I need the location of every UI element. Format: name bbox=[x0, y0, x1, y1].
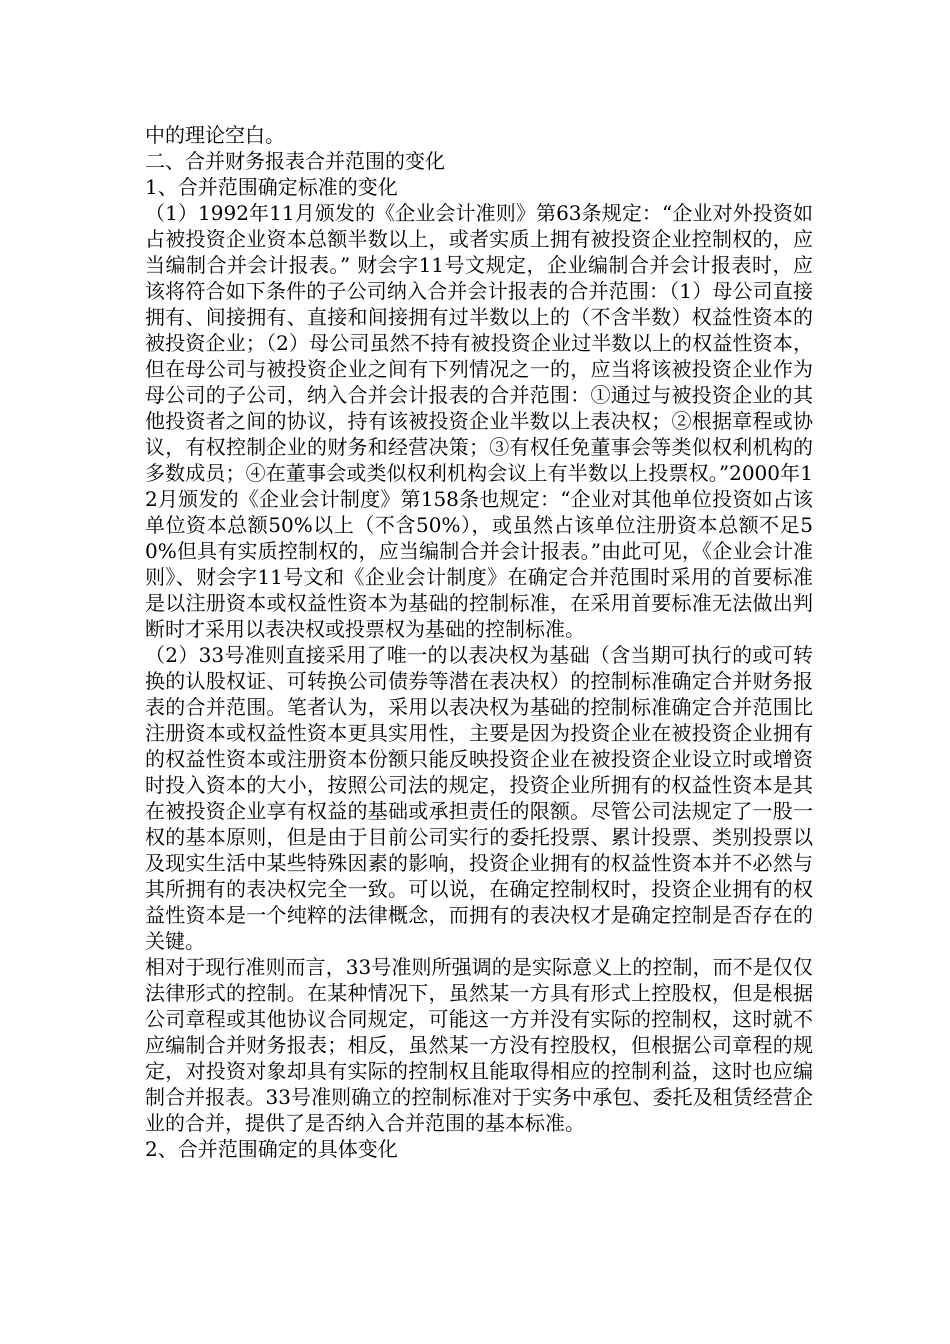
paragraph: （1）1992年11月颁发的《企业会计准则》第63条规定：“企业对外投资如占被投资企业资本总额半数以上，或者实质上拥有被投资企业控制权的，应当编制合并会计报表。” 财会字11号文规定，企业编制合并会计报表时，应该将符合如下条件的子公司纳入合并会计报表的合并范围：（1）母公司直接拥有、间接拥有、直接和间接拥有过半数以上的（不含半数）权益性资本的被投资企业；（2）母公司虽然不持有被投资企业过半数以上的权益性资本，但在母公司与被投资企业之间有下列情况之一的，应当将该被投资企业作为母公司的子公司，纳入合并会计报表的合并范围：①通过与被投资企业的其他投资者之间的协议，持有该被投资企业半数以上表决权；②根据章程或协议，有权控制企业的财务和经营决策；③有权任免董事会等类似权利机构的多数成员；④在董事会或类似权利机构会议上有半数以上投票权。”2000年12月颁发的《企业会计制度》第158条也规定：“企业对其他单位投资如占该单位资本总额50%以上（不含50%），或虽然占该单位注册资本总额不足50%但具有实质控制权的，应当编制合并会计报表。”由此可见，《企业会计准则》、财会字11号文和《企业会计制度》在确定合并范围时采用的首要标准是以注册资本或权益性资本为基础的控制标准，在采用首要标准无法做出判断时才采用以表决权或投票权为基础的控制标准。 bbox=[145, 201, 813, 641]
document-body bbox=[145, 122, 813, 1162]
section-heading: 二、合并财务报表合并范围的变化 bbox=[145, 149, 445, 173]
paragraph-continuation: 中的理论空白。 bbox=[145, 123, 285, 147]
paragraph: （2）33号准则直接采用了唯一的以表决权为基础（含当期可执行的或可转换的认股权证、可转换公司债券等潜在表决权）的控制标准确定合并财务报表的合并范围。笔者认为，采用以表决权为基础的控制标准确定合并范围比注册资本或权益性资本更具实用性，主要是因为投资企业在被投资企业拥有的权益性资本或注册资本份额只能反映投资企业在被投资企业设立时或增资时投入资本的大小，按照公司法的规定，投资企业所拥有的权益性资本是其在被投资企业享有权益的基础或承担责任的限额。尽管公司法规定了一股一权的基本原则，但是由于目前公司实行的委托投票、累计投票、类别投票以及现实生活中某些特殊因素的影响，投资企业拥有的权益性资本并不必然与其所拥有的表决权完全一致。可以说，在确定控制权时，投资企业拥有的权益性资本是一个纯粹的法律概念，而拥有的表决权才是确定控制是否存在的关键。 bbox=[145, 643, 813, 953]
paragraph: 相对于现行准则而言，33号准则所强调的是实际意义上的控制，而不是仅仅法律形式的控制。在某种情况下，虽然某一方具有形式上控股权，但是根据公司章程或其他协议合同规定，可能这一方并没有实际的控制权，这时就不应编制合并财务报表；相反，虽然某一方没有控股权，但根据公司章程的规定，对投资对象却具有实际的控制权且能取得相应的控制利益，这时也应编制合并报表。33号准则确立的控制标准对于实务中承包、委托及租赁经营企业的合并，提供了是否纳入合并范围的基本标准。 bbox=[145, 955, 813, 1135]
subsection-heading: 1、合并范围确定标准的变化 bbox=[145, 175, 398, 199]
subsection-heading: 2、合并范围确定的具体变化 bbox=[145, 1137, 398, 1161]
